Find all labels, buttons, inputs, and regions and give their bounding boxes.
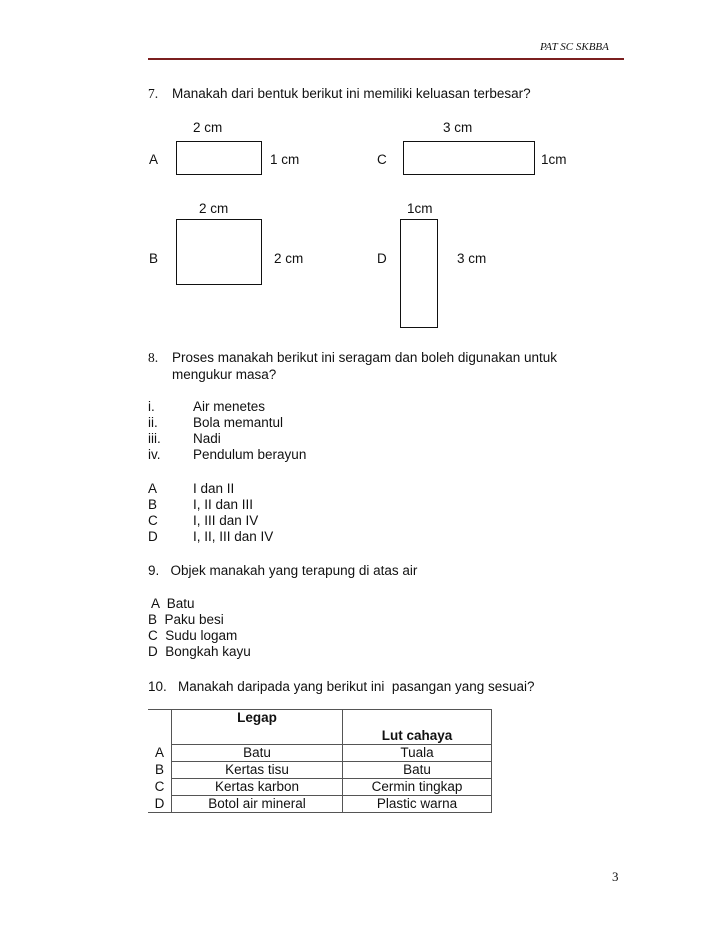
q9-option: C Sudu logam [148, 628, 238, 643]
cell-lut-cahaya: Plastic warna [343, 796, 492, 813]
q8-statement-text: Nadi [193, 431, 221, 446]
cell-lut-cahaya: Cermin tingkap [343, 779, 492, 796]
q7-a-side-label: 1 cm [270, 152, 300, 167]
q7-a-rectangle [176, 141, 262, 175]
q8-number: 8. [148, 350, 159, 365]
q7-c-letter: C [377, 152, 387, 167]
q8-question-line2: mengukur masa? [172, 367, 277, 382]
q7-d-top-label: 1cm [407, 201, 433, 216]
table-header-row [148, 710, 492, 745]
table-row [148, 779, 492, 796]
col-header-lut-cahaya: Lut cahaya [343, 710, 492, 745]
q7-d-side-label: 3 cm [457, 251, 487, 266]
q8-statement-num: ii. [148, 415, 158, 430]
header-rule [148, 58, 624, 60]
cell-legap: Botol air mineral [172, 796, 343, 813]
q8-option-text: I, II dan III [193, 497, 254, 512]
q9-option: A Batu [148, 596, 195, 611]
q7-b-letter: B [149, 251, 159, 266]
page-number: 3 [612, 869, 619, 884]
row-letter: C [154, 779, 165, 794]
q7-d-rectangle [400, 219, 438, 328]
q7-d-letter: D [377, 251, 387, 266]
cell-lut-cahaya: Batu [343, 762, 492, 779]
q7-c-rectangle [403, 141, 535, 175]
q8-statement-num: iv. [148, 447, 161, 462]
q7-c-side-label: 1cm [541, 152, 567, 167]
cell-legap: Kertas tisu [172, 762, 343, 779]
header-title: PAT SC SKBBA [540, 41, 609, 53]
cell-lut-cahaya: Tuala [343, 745, 492, 762]
q8-statement-text: Air menetes [193, 399, 266, 414]
table-row [148, 796, 492, 813]
q9-question: 9. Objek manakah yang terapung di atas air [148, 563, 418, 578]
col-header-legap: Legap [172, 710, 343, 745]
q7-c-top-label: 3 cm [443, 120, 473, 135]
q7-a-letter: A [149, 152, 159, 167]
q7-b-rectangle [176, 219, 262, 285]
q10-question: 10. Manakah daripada yang berikut ini pasangan yang sesuai? [148, 679, 535, 694]
q7-b-top-label: 2 cm [199, 201, 229, 216]
q8-option-letter: D [148, 529, 158, 544]
q9-option: D Bongkah kayu [148, 644, 251, 659]
q8-question-line1: Proses manakah berikut ini seragam dan boleh digunakan untuk [172, 350, 557, 365]
q8-option-text: I, III dan IV [193, 513, 259, 528]
q7-question: Manakah dari bentuk berikut ini memiliki keluasan terbesar? [172, 86, 531, 101]
cell-legap: Kertas karbon [172, 779, 343, 796]
cell-legap: Batu [172, 745, 343, 762]
q10-table [148, 709, 492, 813]
table-row [148, 762, 492, 779]
q7-number: 7. [148, 86, 159, 101]
q8-statement-text: Bola memantul [193, 415, 284, 430]
q8-option-letter: A [148, 481, 158, 496]
q7-a-top-label: 2 cm [193, 120, 223, 135]
q7-b-side-label: 2 cm [274, 251, 304, 266]
q8-option-letter: B [148, 497, 158, 512]
q8-option-letter: C [148, 513, 158, 528]
table-row [148, 745, 492, 762]
q8-option-text: I dan II [193, 481, 235, 496]
row-letter: A [154, 745, 164, 760]
q8-statement-num: iii. [148, 431, 161, 446]
q9-option: B Paku besi [148, 612, 224, 627]
row-letter: D [148, 796, 172, 813]
q8-statement-num: i. [148, 399, 155, 414]
row-letter: B [154, 762, 164, 777]
q8-option-text: I, II, III dan IV [193, 529, 274, 544]
q8-statement-text: Pendulum berayun [193, 447, 307, 462]
